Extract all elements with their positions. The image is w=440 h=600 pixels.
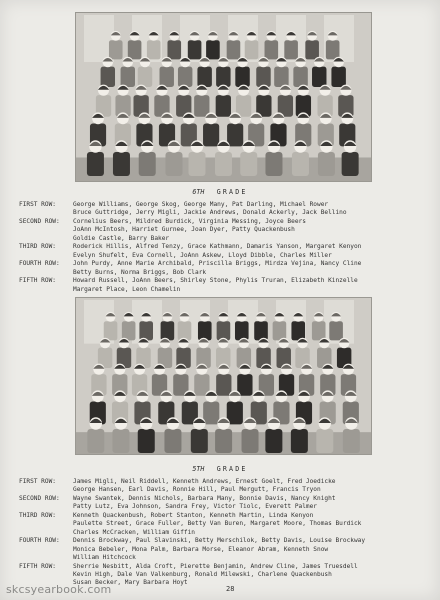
- row-names: Paulette Street, Grace Fuller, Betty Van Buren, Margaret Moore, Thomas Burdick: [73, 520, 362, 528]
- row-names: James Migli, Neil Riddell, Kenneth Andrews, Ernest Goelt, Fred Joedicke: [73, 478, 336, 485]
- class-photo-5th-grade: [75, 297, 372, 455]
- row-names: Wayne Swantek, Dennis Nichols, Barbara Many, Bonnie Davis, Nancy Knight: [73, 494, 336, 502]
- row-names: Margaret Place, Leon Chamelin: [73, 285, 181, 293]
- row-label: FOURTH ROW:: [19, 537, 60, 545]
- row-names: Howard Russell, JoAnn Beers, Shirley Stone, Phylis Truran, Elizabeth Kinzelle: [73, 277, 358, 285]
- grade-word: GRADE: [216, 188, 248, 196]
- row-label: FOURTH ROW:: [19, 260, 60, 268]
- roster-row: [19, 512, 424, 537]
- grade-heading-6th: [0, 188, 440, 196]
- roster-row: [19, 260, 424, 277]
- row-names: Kenneth Quackenbush, Robert Stanton, Kenneth Martin, Linda Kenyon: [73, 511, 314, 519]
- row-label: FIRST ROW:: [19, 478, 56, 485]
- row-names: Kevin High, Dale Van Valkenburg, Ronald Milewski, Charlene Quackenbush: [73, 570, 332, 578]
- row-names: Cornelius Beers, Mildred Burdick, Virginia Messing, Joyce Beers: [73, 217, 306, 225]
- roster-row: [19, 218, 424, 243]
- row-names: Goldie Castle, Barry Baker: [73, 234, 170, 242]
- grade-number: 6: [192, 188, 197, 196]
- grade-suffix: TH: [196, 188, 205, 196]
- row-names: Roderick Hillis, Alfred Tenzy, Grace Kathmann, Damaris Yanson, Margaret Kenyon: [73, 243, 362, 251]
- row-names: Betty Burns, Norma Briggs, Bob Clark: [73, 268, 207, 276]
- row-names: George Hansen, Earl Davis, Ronnie Hill, Paul Mergutt, Francis Tryon: [73, 486, 321, 494]
- row-names: Dennis Brockway, Paul Slavinski, Betty Merschilok, Betty Davis, Louise Brockway: [73, 537, 366, 545]
- row-names: Charles McCracken, William Giffin: [73, 528, 196, 536]
- row-label: FIFTH ROW:: [19, 277, 56, 285]
- grade-heading-5th: [0, 465, 440, 473]
- roster-row: [19, 495, 424, 512]
- row-names: Sherrie Nesbitt, Alda Croft, Pierette Benjamin, Andrew Cline, James Truesdell: [73, 562, 358, 570]
- grade-number: 5: [192, 465, 197, 473]
- row-label: THIRD ROW:: [19, 511, 56, 519]
- roster-6th-grade: [19, 201, 424, 294]
- row-names: Evelyn Shufelt, Eva Cornell, JoAnn Askew, Lloyd Dibble, Charles Miller: [73, 251, 332, 259]
- class-photo-6th-grade: [75, 12, 372, 182]
- row-names: George Williams, George Skog, George Many, Pat Darling, Michael Rower: [73, 201, 329, 208]
- row-label: FIRST ROW:: [19, 201, 56, 208]
- row-names: Monica Bebeler, Mona Palm, Barbara Morse, Eleanor Abram, Kenneth Snow: [73, 545, 329, 553]
- roster-row: [19, 277, 424, 294]
- roster-5th-grade: [19, 478, 424, 588]
- roster-row: [19, 478, 424, 495]
- row-names: Susan Becker, Mary Barbara Hoyt: [73, 579, 188, 587]
- roster-row: [19, 243, 424, 260]
- roster-row: [19, 201, 424, 218]
- roster-row: [19, 537, 424, 562]
- row-names: Patty Lutz, Eva Johnson, Sandra Frey, Victor Tiolc, Everett Palmer: [73, 503, 318, 511]
- row-label: THIRD ROW:: [19, 243, 56, 251]
- grade-word: GRADE: [216, 465, 248, 473]
- row-label: SECOND ROW:: [19, 217, 60, 225]
- row-names: JoAnn McIntosh, Harriet Gurnee, Joan Dyer, Patty Quackenbush: [73, 226, 295, 234]
- page-number: 28: [226, 585, 235, 593]
- row-label: SECOND ROW:: [19, 494, 60, 502]
- row-names: Bruce Guttridge, Jerry Migli, Jackie Andrews, Donald Ackerly, Jack Bellino: [73, 209, 347, 217]
- row-names: John Purdy, Anne Marie Archibald, Priscilla Briggs, Mirdza Vejina, Nancy Cline: [73, 260, 362, 268]
- grade-suffix: TH: [196, 465, 205, 473]
- row-names: William Hitchcock: [73, 554, 136, 562]
- row-label: FIFTH ROW:: [19, 562, 56, 570]
- watermark: skcsyearbook.com: [6, 583, 112, 596]
